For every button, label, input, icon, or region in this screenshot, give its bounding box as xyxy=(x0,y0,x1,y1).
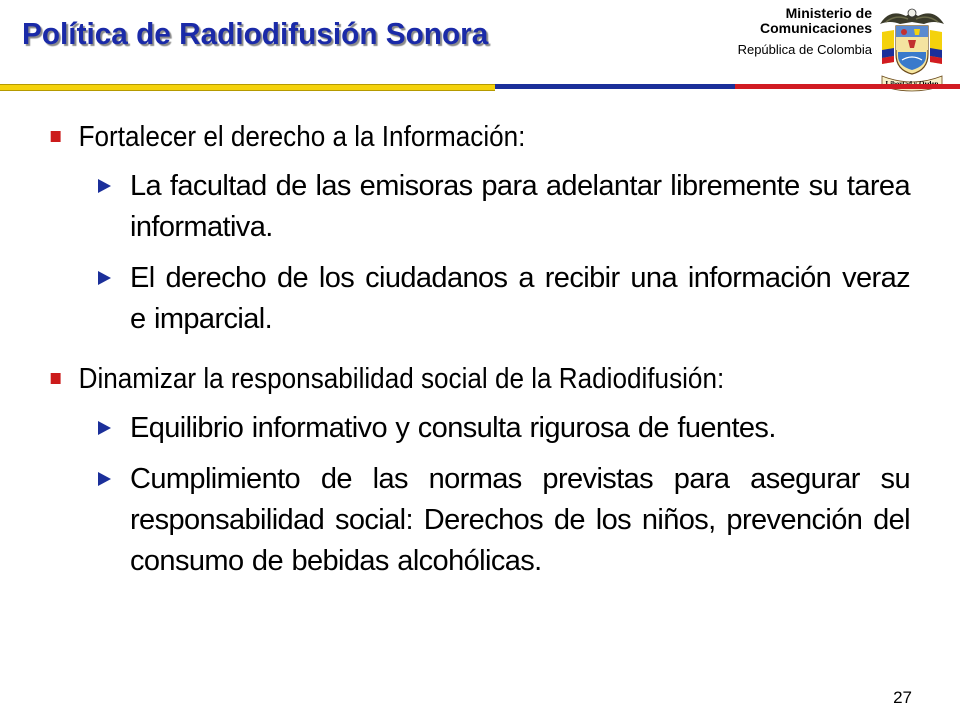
header-stripe-blue xyxy=(495,84,735,89)
coat-of-arms-icon xyxy=(876,2,948,92)
section-heading-text: Fortalecer el derecho a la Información: xyxy=(78,121,526,153)
ministry-name-line2: Comunicaciones xyxy=(759,20,872,36)
section-heading xyxy=(48,360,941,398)
square-bullet-icon xyxy=(51,373,61,384)
list-item-text: La facultad de las emisoras para adelantar libremente su tarea informativa. xyxy=(130,170,910,243)
ministry-block xyxy=(738,6,872,58)
list-item xyxy=(48,408,910,449)
triangle-bullet-icon xyxy=(98,472,111,486)
slide-body xyxy=(48,118,910,582)
list-item-text: El derecho de los ciudadanos a recibir una información veraz e imparcial. xyxy=(130,262,910,335)
section-heading-text: Dinamizar la responsabilidad social de la Radiodifusión: xyxy=(78,363,725,395)
header-stripe-yellow xyxy=(0,84,495,91)
list-item xyxy=(48,459,910,582)
slide-title: Política de Radiodifusión Sonora xyxy=(22,16,489,51)
list-item xyxy=(48,258,910,340)
triangle-bullet-icon xyxy=(98,271,111,285)
header-stripe-red xyxy=(735,84,960,89)
list-item xyxy=(48,166,910,248)
page-number: 27 xyxy=(893,688,912,707)
country-name: República de Colombia xyxy=(737,42,872,57)
triangle-bullet-icon xyxy=(98,421,111,435)
list-item-text: Cumplimiento de las normas previstas para asegurar su responsabilidad social: Derechos de los niños, prevención del consumo de bebidas alcohólicas. xyxy=(130,463,910,577)
ministry-name-line1: Ministerio de xyxy=(785,5,872,21)
list-item-text: Equilibrio informativo y consulta rigurosa de fuentes. xyxy=(130,412,776,444)
square-bullet-icon xyxy=(51,131,61,142)
section-heading xyxy=(48,118,941,156)
triangle-bullet-icon xyxy=(98,179,111,193)
